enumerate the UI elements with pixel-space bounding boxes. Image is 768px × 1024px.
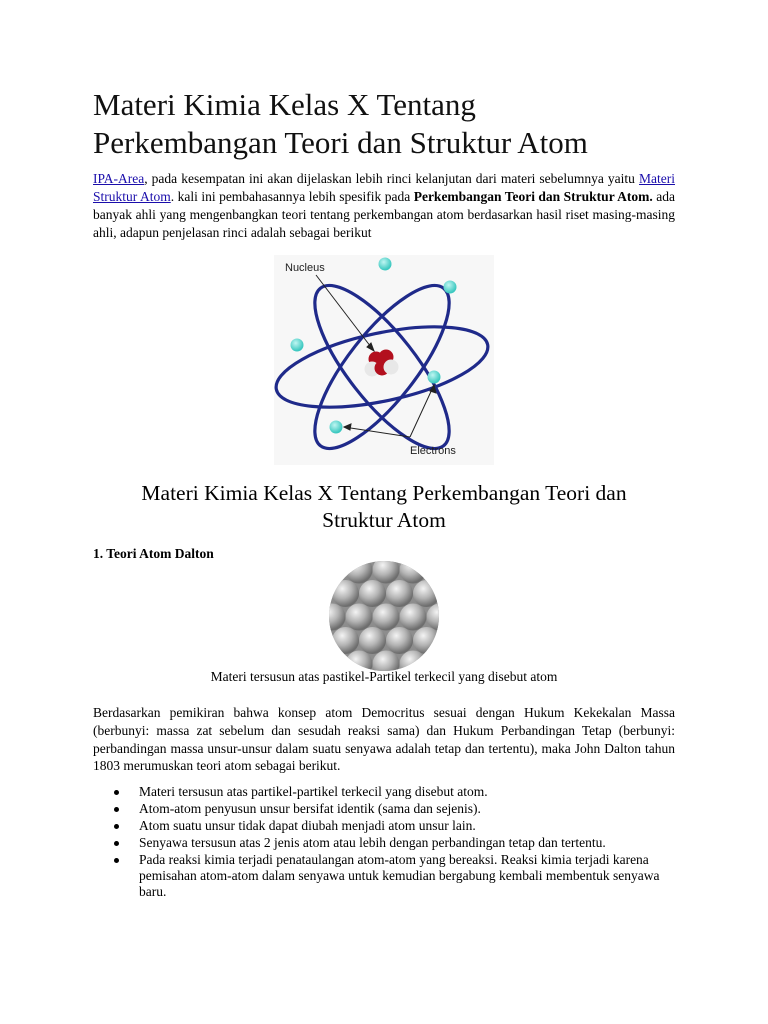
ipa-area-link[interactable]: IPA-Area: [93, 171, 145, 186]
sphere-grid: [328, 560, 440, 672]
section-heading-line-2: Struktur Atom: [322, 508, 446, 532]
sphere-particle: [413, 627, 440, 654]
bullet-icon: [114, 790, 119, 795]
dalton-paragraph: Berdasarkan pemikiran bahwa konsep atom Democritus sesuai dengan Hukum Kekekalan Massa (berbunyi: massa zat sebelum dan sesudah reaksi sama) dan Hukum Perbandingan Tetap (berbunyi: perbandingan massa unsur-unsur dalam suatu senyawa adalah tetap dan tertentu), maka John Dalton tahun 1803 merumuskan teori atom sebagai berikut.: [93, 705, 675, 774]
sphere-particle: [332, 580, 359, 607]
nucleus-label: Nucleus: [285, 262, 325, 274]
bullet-icon: [114, 841, 119, 846]
list-item: [93, 784, 675, 800]
dalton-theory-list: [93, 784, 675, 901]
figure-caption: Materi tersusun atas pastikel-Partikel terkecil yang disebut atom: [210, 669, 558, 684]
nucleus-neutron: [384, 360, 399, 375]
materi-struktur-atom-link[interactable]: Materi Struktur Atom: [93, 171, 675, 204]
page-title-line-2: Perkembangan Teori dan Struktur Atom: [93, 125, 588, 160]
atom-model-diagram: [274, 255, 494, 465]
page-title: [93, 86, 713, 162]
electron: [444, 281, 457, 294]
section-heading: [93, 480, 675, 534]
intro-text-1: , pada kesempatan ini akan dijelaskan lebih rinci kelanjutan dari materi sebelumnya yaitu: [144, 171, 639, 186]
sphere-particle: [400, 604, 427, 631]
sphere-particle: [373, 604, 400, 631]
list-item-text: Pada reaksi kimia terjadi penataulangan atom-atom yang bereaksi. Reaksi kimia terjadi karena pemisahan atom-atom dalam senyawa untuk kemudian bergabung kembali membentuk senyawa baru.: [139, 852, 660, 899]
list-item-text: Senyawa tersusun atas 2 jenis atom atau lebih dengan perbandingan tetap dan tertentu.: [139, 835, 606, 850]
sphere-particle: [359, 580, 386, 607]
list-item: [93, 818, 675, 834]
intro-text-3: ada banyak ahli yang mengenbangkan teori tentang perkembangan atom berdasarkan hasil riset masing-masing ahli, adapun penjelasan rinci adalah sebagai berikut: [93, 189, 676, 240]
dalton-spheres-illustration: [328, 560, 440, 672]
sphere-particle: [413, 580, 440, 607]
dalton-heading: 1. Teori Atom Dalton: [93, 546, 214, 561]
intro-bold-topic: Perkembangan Teori dan Struktur Atom.: [413, 189, 653, 204]
bullet-icon: [114, 858, 119, 863]
sphere-particle: [386, 627, 413, 654]
electron: [291, 339, 304, 352]
bullet-icon: [114, 807, 119, 812]
list-item: [93, 852, 675, 900]
sphere-particle: [332, 627, 359, 654]
bullet-icon: [114, 824, 119, 829]
list-item-text: Materi tersusun atas partikel-partikel terkecil yang disebut atom.: [139, 784, 488, 799]
list-item-text: Atom suatu unsur tidak dapat diubah menjadi atom unsur lain.: [139, 818, 476, 833]
page-title-line-1: Materi Kimia Kelas X Tentang: [93, 87, 476, 122]
electron: [379, 258, 392, 271]
list-item: [93, 835, 675, 851]
list-item: [93, 801, 675, 817]
list-item-text: Atom-atom penyusun unsur bersifat identik (sama dan sejenis).: [139, 801, 481, 816]
sphere-particle: [346, 604, 373, 631]
sphere-particle: [427, 560, 441, 584]
section-heading-line-1: Materi Kimia Kelas X Tentang Perkembangan Teori dan: [141, 481, 627, 505]
sphere-particle: [359, 627, 386, 654]
electrons-label: Electrons: [410, 445, 456, 457]
electron: [428, 371, 441, 384]
electron: [330, 421, 343, 434]
intro-text-2: . kali ini pembahasannya lebih spesifik pada: [170, 189, 414, 204]
sphere-particle: [386, 580, 413, 607]
intro-paragraph: [93, 170, 675, 242]
